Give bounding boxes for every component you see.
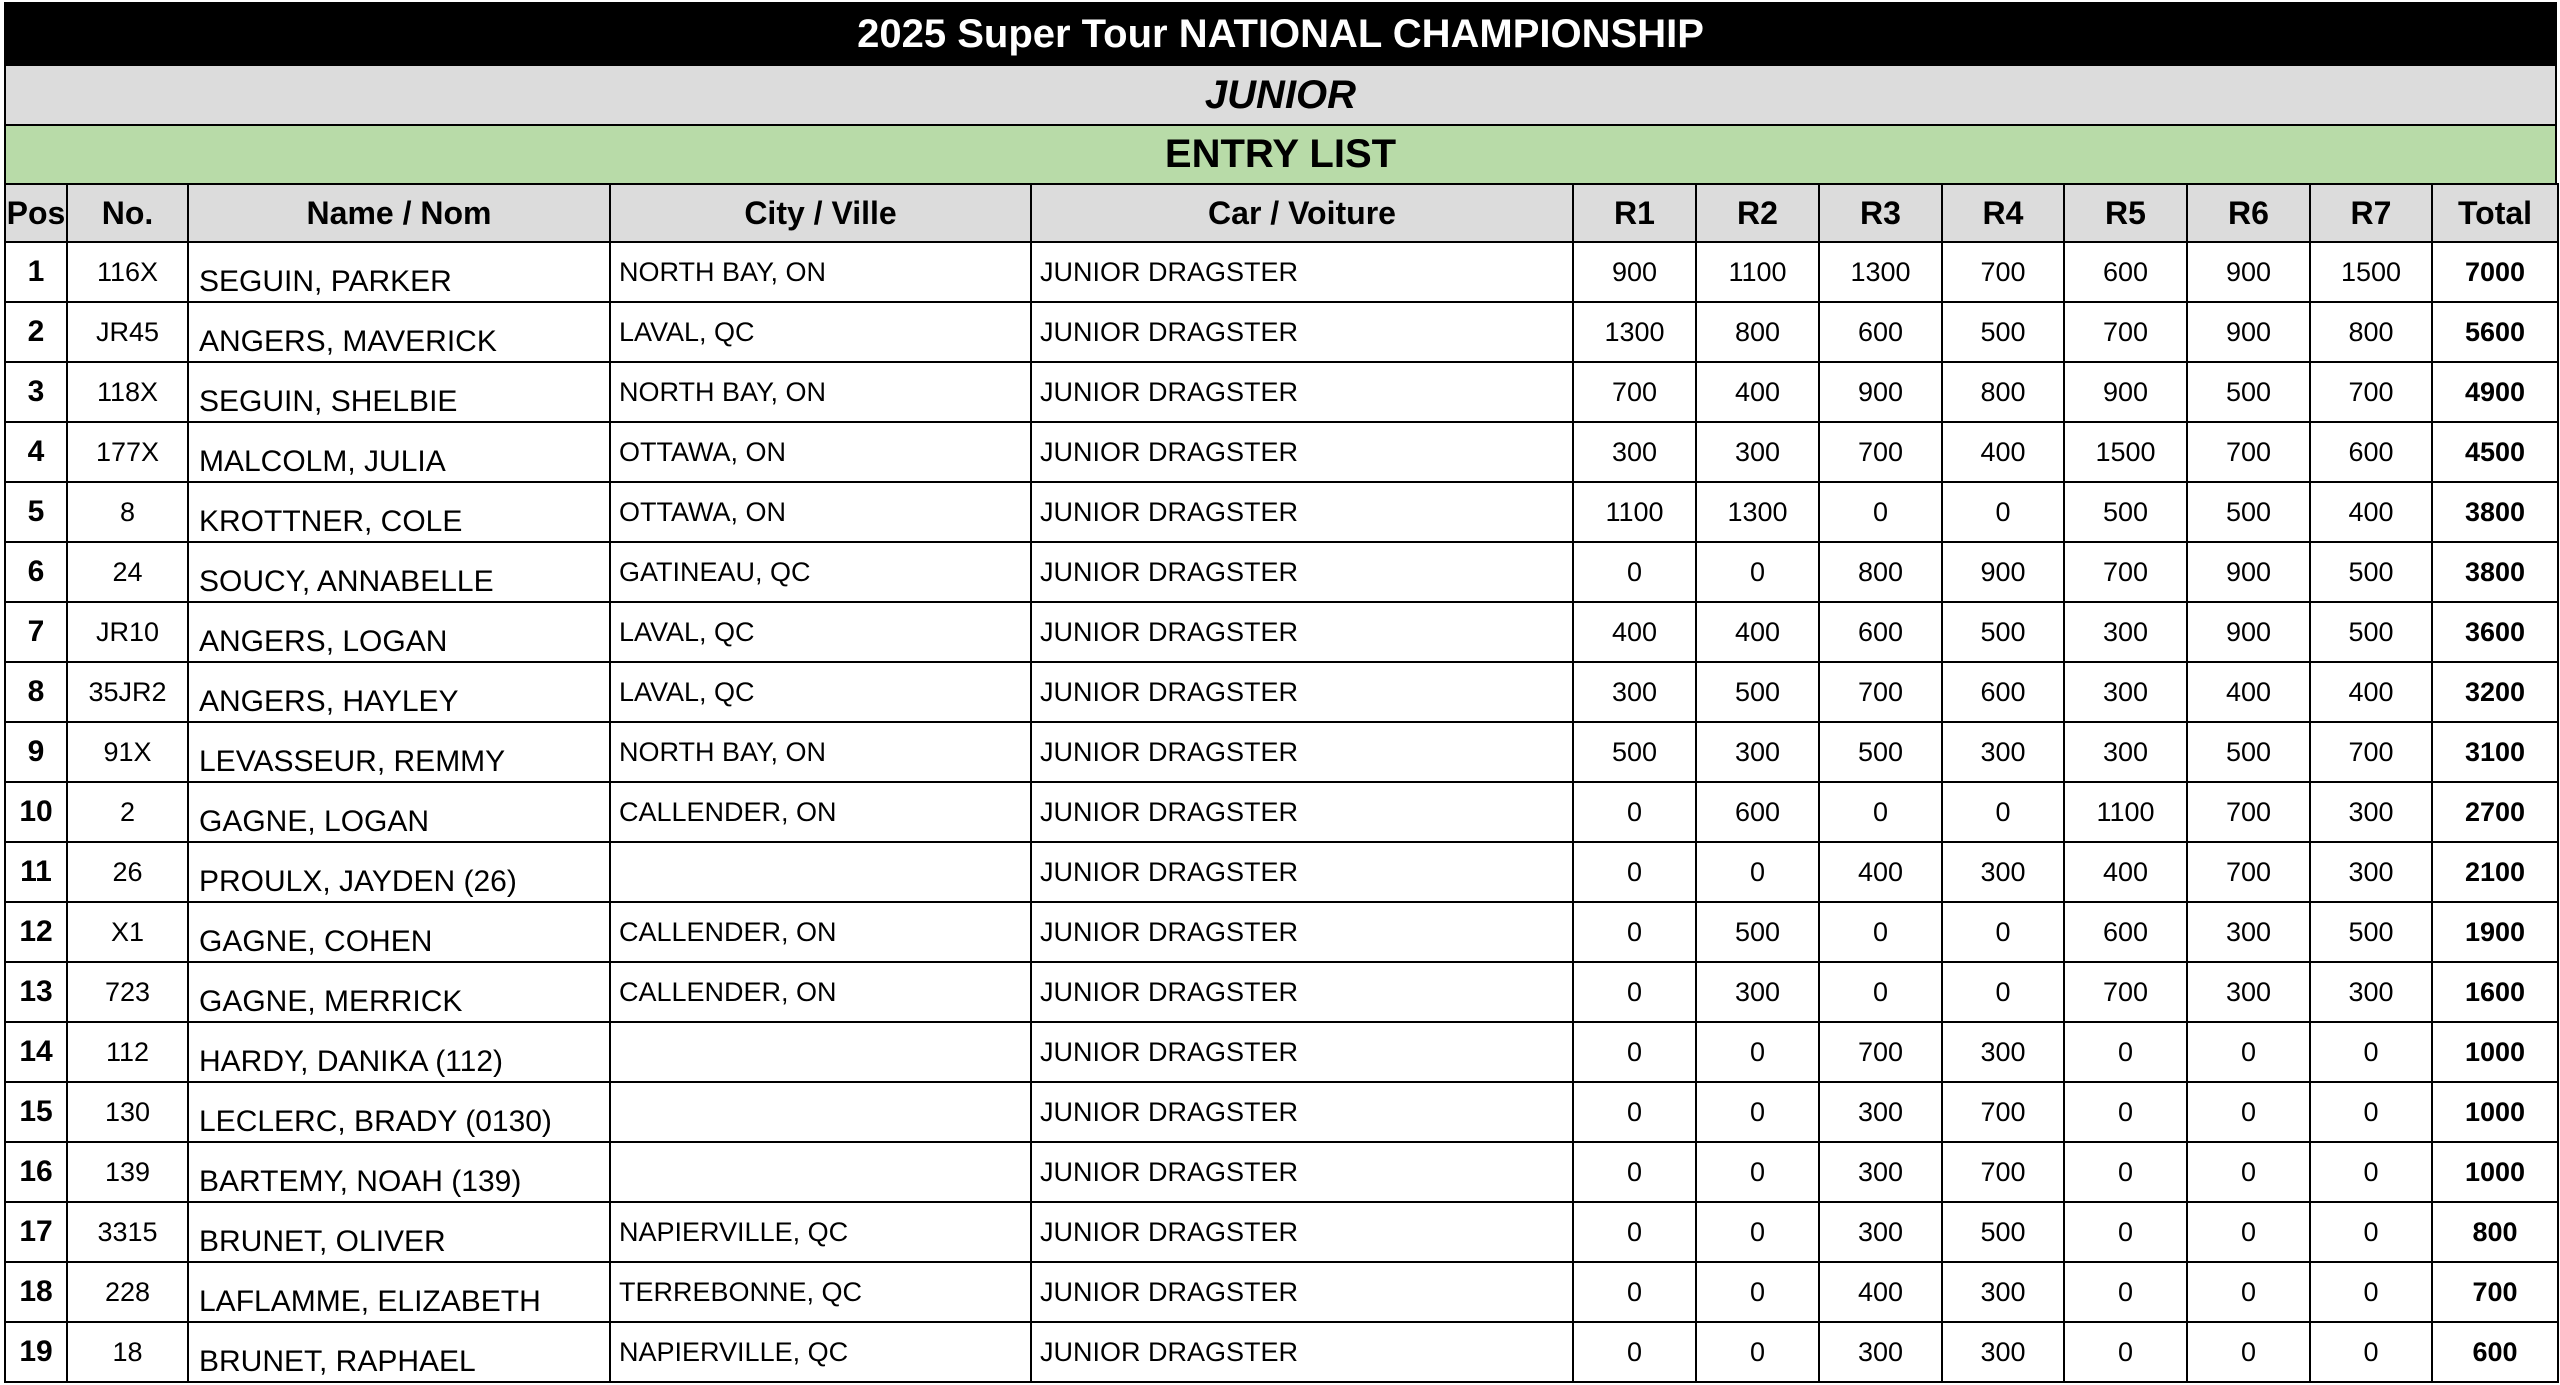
- car-cell: JUNIOR DRAGSTER: [1031, 542, 1573, 602]
- round-3-points-cell: 1300: [1819, 242, 1942, 302]
- driver-name-cell: MALCOLM, JULIA: [188, 422, 610, 482]
- round-7-points-cell: 500: [2310, 902, 2432, 962]
- round-3-points-cell: 500: [1819, 722, 1942, 782]
- city-cell: [610, 1082, 1031, 1142]
- round-6-points-cell: 900: [2187, 602, 2310, 662]
- round-2-points-cell: 0: [1696, 542, 1819, 602]
- round-6-points-cell: 500: [2187, 362, 2310, 422]
- round-5-points-cell: 900: [2064, 362, 2187, 422]
- round-4-points-cell: 0: [1942, 782, 2064, 842]
- total-points-cell: 3600: [2432, 602, 2558, 662]
- position-cell: 7: [5, 602, 67, 662]
- driver-name-cell: BRUNET, RAPHAEL: [188, 1322, 610, 1382]
- round-6-points-cell: 0: [2187, 1142, 2310, 1202]
- driver-name-cell: LECLERC, BRADY (0130): [188, 1082, 610, 1142]
- total-points-cell: 3800: [2432, 482, 2558, 542]
- position-cell: 1: [5, 242, 67, 302]
- round-1-points-cell: 0: [1573, 1202, 1696, 1262]
- round-7-points-cell: 0: [2310, 1202, 2432, 1262]
- car-cell: JUNIOR DRAGSTER: [1031, 1322, 1573, 1382]
- round-6-points-cell: 0: [2187, 1322, 2310, 1382]
- car-cell: JUNIOR DRAGSTER: [1031, 1202, 1573, 1262]
- position-cell: 12: [5, 902, 67, 962]
- total-points-cell: 1000: [2432, 1082, 2558, 1142]
- driver-name-cell: ANGERS, MAVERICK: [188, 302, 610, 362]
- round-6-points-cell: 300: [2187, 902, 2310, 962]
- col-header-total: Total: [2432, 184, 2558, 242]
- position-cell: 14: [5, 1022, 67, 1082]
- round-4-points-cell: 400: [1942, 422, 2064, 482]
- round-1-points-cell: 0: [1573, 1322, 1696, 1382]
- round-5-points-cell: 600: [2064, 242, 2187, 302]
- city-cell: NAPIERVILLE, QC: [610, 1202, 1031, 1262]
- round-5-points-cell: 0: [2064, 1082, 2187, 1142]
- round-7-points-cell: 0: [2310, 1322, 2432, 1382]
- total-points-cell: 1000: [2432, 1022, 2558, 1082]
- city-cell: [610, 1142, 1031, 1202]
- total-points-cell: 5600: [2432, 302, 2558, 362]
- table-row: [5, 1262, 2558, 1322]
- position-cell: 4: [5, 422, 67, 482]
- round-4-points-cell: 900: [1942, 542, 2064, 602]
- round-1-points-cell: 0: [1573, 542, 1696, 602]
- round-3-points-cell: 300: [1819, 1322, 1942, 1382]
- round-7-points-cell: 300: [2310, 842, 2432, 902]
- round-3-points-cell: 0: [1819, 482, 1942, 542]
- round-1-points-cell: 500: [1573, 722, 1696, 782]
- position-cell: 11: [5, 842, 67, 902]
- city-cell: NAPIERVILLE, QC: [610, 1322, 1031, 1382]
- round-3-points-cell: 0: [1819, 902, 1942, 962]
- position-cell: 2: [5, 302, 67, 362]
- table-row: [5, 542, 2558, 602]
- col-header-r2: R2: [1696, 184, 1819, 242]
- table-row: [5, 842, 2558, 902]
- driver-name-cell: KROTTNER, COLE: [188, 482, 610, 542]
- round-7-points-cell: 500: [2310, 542, 2432, 602]
- round-6-points-cell: 400: [2187, 662, 2310, 722]
- total-points-cell: 2700: [2432, 782, 2558, 842]
- driver-name-cell: SOUCY, ANNABELLE: [188, 542, 610, 602]
- car-number-cell: 116X: [67, 242, 188, 302]
- round-5-points-cell: 1500: [2064, 422, 2187, 482]
- round-6-points-cell: 900: [2187, 242, 2310, 302]
- round-1-points-cell: 0: [1573, 1142, 1696, 1202]
- round-7-points-cell: 300: [2310, 962, 2432, 1022]
- total-points-cell: 4500: [2432, 422, 2558, 482]
- table-row: [5, 1082, 2558, 1142]
- round-1-points-cell: 0: [1573, 1262, 1696, 1322]
- round-2-points-cell: 800: [1696, 302, 1819, 362]
- city-cell: CALLENDER, ON: [610, 902, 1031, 962]
- round-2-points-cell: 400: [1696, 602, 1819, 662]
- car-number-cell: 18: [67, 1322, 188, 1382]
- round-1-points-cell: 0: [1573, 962, 1696, 1022]
- round-2-points-cell: 300: [1696, 722, 1819, 782]
- round-1-points-cell: 900: [1573, 242, 1696, 302]
- car-cell: JUNIOR DRAGSTER: [1031, 242, 1573, 302]
- car-cell: JUNIOR DRAGSTER: [1031, 902, 1573, 962]
- driver-name-cell: HARDY, DANIKA (112): [188, 1022, 610, 1082]
- round-2-points-cell: 0: [1696, 842, 1819, 902]
- round-2-points-cell: 0: [1696, 1082, 1819, 1142]
- round-7-points-cell: 700: [2310, 722, 2432, 782]
- round-7-points-cell: 800: [2310, 302, 2432, 362]
- total-points-cell: 1000: [2432, 1142, 2558, 1202]
- round-6-points-cell: 500: [2187, 482, 2310, 542]
- car-cell: JUNIOR DRAGSTER: [1031, 302, 1573, 362]
- driver-name-cell: LEVASSEUR, REMMY: [188, 722, 610, 782]
- entry-list-sheet: [4, 2, 2557, 1383]
- round-6-points-cell: 0: [2187, 1082, 2310, 1142]
- round-3-points-cell: 300: [1819, 1202, 1942, 1262]
- table-row: [5, 662, 2558, 722]
- table-row: [5, 1022, 2558, 1082]
- city-cell: LAVAL, QC: [610, 602, 1031, 662]
- car-cell: JUNIOR DRAGSTER: [1031, 422, 1573, 482]
- driver-name-cell: GAGNE, LOGAN: [188, 782, 610, 842]
- championship-title: 2025 Super Tour NATIONAL CHAMPIONSHIP: [4, 2, 2557, 64]
- round-4-points-cell: 300: [1942, 842, 2064, 902]
- car-number-cell: 26: [67, 842, 188, 902]
- table-row: [5, 302, 2558, 362]
- position-cell: 9: [5, 722, 67, 782]
- driver-name-cell: LAFLAMME, ELIZABETH: [188, 1262, 610, 1322]
- table-row: [5, 602, 2558, 662]
- driver-name-cell: PROULX, JAYDEN (26): [188, 842, 610, 902]
- position-cell: 17: [5, 1202, 67, 1262]
- round-3-points-cell: 700: [1819, 1022, 1942, 1082]
- car-number-cell: 139: [67, 1142, 188, 1202]
- city-cell: GATINEAU, QC: [610, 542, 1031, 602]
- city-cell: OTTAWA, ON: [610, 482, 1031, 542]
- car-number-cell: JR10: [67, 602, 188, 662]
- round-1-points-cell: 0: [1573, 902, 1696, 962]
- position-cell: 19: [5, 1322, 67, 1382]
- round-6-points-cell: 300: [2187, 962, 2310, 1022]
- car-cell: JUNIOR DRAGSTER: [1031, 1142, 1573, 1202]
- table-row: [5, 1142, 2558, 1202]
- round-5-points-cell: 1100: [2064, 782, 2187, 842]
- round-1-points-cell: 400: [1573, 602, 1696, 662]
- round-2-points-cell: 300: [1696, 422, 1819, 482]
- car-cell: JUNIOR DRAGSTER: [1031, 962, 1573, 1022]
- round-7-points-cell: 700: [2310, 362, 2432, 422]
- round-7-points-cell: 500: [2310, 602, 2432, 662]
- round-4-points-cell: 700: [1942, 1082, 2064, 1142]
- round-7-points-cell: 0: [2310, 1082, 2432, 1142]
- round-3-points-cell: 900: [1819, 362, 1942, 422]
- header-row: [5, 184, 2558, 242]
- car-number-cell: 130: [67, 1082, 188, 1142]
- car-cell: JUNIOR DRAGSTER: [1031, 602, 1573, 662]
- col-header-name: Name / Nom: [188, 184, 610, 242]
- position-cell: 16: [5, 1142, 67, 1202]
- round-4-points-cell: 500: [1942, 1202, 2064, 1262]
- car-number-cell: 3315: [67, 1202, 188, 1262]
- total-points-cell: 600: [2432, 1322, 2558, 1382]
- round-3-points-cell: 0: [1819, 782, 1942, 842]
- round-3-points-cell: 400: [1819, 842, 1942, 902]
- position-cell: 15: [5, 1082, 67, 1142]
- car-cell: JUNIOR DRAGSTER: [1031, 782, 1573, 842]
- driver-name-cell: ANGERS, HAYLEY: [188, 662, 610, 722]
- round-2-points-cell: 0: [1696, 1022, 1819, 1082]
- round-3-points-cell: 800: [1819, 542, 1942, 602]
- table-row: [5, 1322, 2558, 1382]
- round-4-points-cell: 500: [1942, 602, 2064, 662]
- round-5-points-cell: 500: [2064, 482, 2187, 542]
- round-1-points-cell: 700: [1573, 362, 1696, 422]
- col-header-r5: R5: [2064, 184, 2187, 242]
- round-7-points-cell: 0: [2310, 1262, 2432, 1322]
- round-5-points-cell: 0: [2064, 1022, 2187, 1082]
- table-row: [5, 722, 2558, 782]
- round-3-points-cell: 700: [1819, 422, 1942, 482]
- round-2-points-cell: 0: [1696, 1262, 1819, 1322]
- car-cell: JUNIOR DRAGSTER: [1031, 842, 1573, 902]
- round-5-points-cell: 0: [2064, 1322, 2187, 1382]
- round-6-points-cell: 900: [2187, 542, 2310, 602]
- car-cell: JUNIOR DRAGSTER: [1031, 362, 1573, 422]
- round-7-points-cell: 300: [2310, 782, 2432, 842]
- entry-rows: [5, 242, 2558, 1382]
- round-7-points-cell: 400: [2310, 662, 2432, 722]
- total-points-cell: 7000: [2432, 242, 2558, 302]
- round-4-points-cell: 700: [1942, 1142, 2064, 1202]
- round-2-points-cell: 0: [1696, 1202, 1819, 1262]
- round-7-points-cell: 400: [2310, 482, 2432, 542]
- driver-name-cell: SEGUIN, PARKER: [188, 242, 610, 302]
- city-cell: LAVAL, QC: [610, 302, 1031, 362]
- round-4-points-cell: 300: [1942, 1022, 2064, 1082]
- round-3-points-cell: 0: [1819, 962, 1942, 1022]
- col-header-r6: R6: [2187, 184, 2310, 242]
- round-2-points-cell: 400: [1696, 362, 1819, 422]
- car-cell: JUNIOR DRAGSTER: [1031, 722, 1573, 782]
- col-header-no: No.: [67, 184, 188, 242]
- col-header-r3: R3: [1819, 184, 1942, 242]
- driver-name-cell: ANGERS, LOGAN: [188, 602, 610, 662]
- table-row: [5, 902, 2558, 962]
- car-number-cell: JR45: [67, 302, 188, 362]
- position-cell: 13: [5, 962, 67, 1022]
- car-number-cell: 2: [67, 782, 188, 842]
- round-4-points-cell: 800: [1942, 362, 2064, 422]
- round-1-points-cell: 300: [1573, 422, 1696, 482]
- round-3-points-cell: 600: [1819, 602, 1942, 662]
- list-title: ENTRY LIST: [4, 124, 2557, 183]
- position-cell: 5: [5, 482, 67, 542]
- city-cell: CALLENDER, ON: [610, 782, 1031, 842]
- round-1-points-cell: 1300: [1573, 302, 1696, 362]
- round-5-points-cell: 300: [2064, 602, 2187, 662]
- position-cell: 18: [5, 1262, 67, 1322]
- round-1-points-cell: 0: [1573, 1082, 1696, 1142]
- round-4-points-cell: 0: [1942, 482, 2064, 542]
- round-5-points-cell: 700: [2064, 962, 2187, 1022]
- total-points-cell: 700: [2432, 1262, 2558, 1322]
- round-3-points-cell: 400: [1819, 1262, 1942, 1322]
- total-points-cell: 3200: [2432, 662, 2558, 722]
- total-points-cell: 3100: [2432, 722, 2558, 782]
- col-header-r4: R4: [1942, 184, 2064, 242]
- table-row: [5, 782, 2558, 842]
- round-6-points-cell: 700: [2187, 782, 2310, 842]
- city-cell: CALLENDER, ON: [610, 962, 1031, 1022]
- car-number-cell: 177X: [67, 422, 188, 482]
- total-points-cell: 800: [2432, 1202, 2558, 1262]
- city-cell: [610, 1022, 1031, 1082]
- round-1-points-cell: 0: [1573, 782, 1696, 842]
- round-4-points-cell: 700: [1942, 242, 2064, 302]
- position-cell: 10: [5, 782, 67, 842]
- round-6-points-cell: 0: [2187, 1022, 2310, 1082]
- class-name: JUNIOR: [4, 64, 2557, 124]
- car-number-cell: 91X: [67, 722, 188, 782]
- round-6-points-cell: 0: [2187, 1262, 2310, 1322]
- total-points-cell: 3800: [2432, 542, 2558, 602]
- round-6-points-cell: 700: [2187, 842, 2310, 902]
- round-4-points-cell: 300: [1942, 1322, 2064, 1382]
- round-1-points-cell: 300: [1573, 662, 1696, 722]
- col-header-pos: Pos: [5, 184, 67, 242]
- round-6-points-cell: 700: [2187, 422, 2310, 482]
- round-2-points-cell: 600: [1696, 782, 1819, 842]
- round-3-points-cell: 300: [1819, 1082, 1942, 1142]
- car-number-cell: 24: [67, 542, 188, 602]
- car-number-cell: X1: [67, 902, 188, 962]
- car-cell: JUNIOR DRAGSTER: [1031, 1262, 1573, 1322]
- round-2-points-cell: 0: [1696, 1322, 1819, 1382]
- city-cell: NORTH BAY, ON: [610, 242, 1031, 302]
- city-cell: OTTAWA, ON: [610, 422, 1031, 482]
- car-number-cell: 118X: [67, 362, 188, 422]
- table-row: [5, 482, 2558, 542]
- car-cell: JUNIOR DRAGSTER: [1031, 482, 1573, 542]
- round-4-points-cell: 300: [1942, 722, 2064, 782]
- car-number-cell: 35JR2: [67, 662, 188, 722]
- car-cell: JUNIOR DRAGSTER: [1031, 1082, 1573, 1142]
- round-5-points-cell: 600: [2064, 902, 2187, 962]
- round-3-points-cell: 600: [1819, 302, 1942, 362]
- table-row: [5, 1202, 2558, 1262]
- driver-name-cell: BARTEMY, NOAH (139): [188, 1142, 610, 1202]
- total-points-cell: 1600: [2432, 962, 2558, 1022]
- col-header-r7: R7: [2310, 184, 2432, 242]
- round-6-points-cell: 900: [2187, 302, 2310, 362]
- car-number-cell: 228: [67, 1262, 188, 1322]
- round-5-points-cell: 0: [2064, 1142, 2187, 1202]
- city-cell: [610, 842, 1031, 902]
- driver-name-cell: BRUNET, OLIVER: [188, 1202, 610, 1262]
- round-5-points-cell: 300: [2064, 722, 2187, 782]
- round-6-points-cell: 500: [2187, 722, 2310, 782]
- city-cell: LAVAL, QC: [610, 662, 1031, 722]
- position-cell: 3: [5, 362, 67, 422]
- driver-name-cell: GAGNE, COHEN: [188, 902, 610, 962]
- round-3-points-cell: 300: [1819, 1142, 1942, 1202]
- round-4-points-cell: 0: [1942, 962, 2064, 1022]
- round-3-points-cell: 700: [1819, 662, 1942, 722]
- car-number-cell: 723: [67, 962, 188, 1022]
- col-header-car: Car / Voiture: [1031, 184, 1573, 242]
- position-cell: 8: [5, 662, 67, 722]
- table-row: [5, 242, 2558, 302]
- round-2-points-cell: 1300: [1696, 482, 1819, 542]
- round-2-points-cell: 500: [1696, 662, 1819, 722]
- round-6-points-cell: 0: [2187, 1202, 2310, 1262]
- car-cell: JUNIOR DRAGSTER: [1031, 662, 1573, 722]
- total-points-cell: 4900: [2432, 362, 2558, 422]
- car-number-cell: 8: [67, 482, 188, 542]
- round-2-points-cell: 500: [1696, 902, 1819, 962]
- round-4-points-cell: 0: [1942, 902, 2064, 962]
- round-1-points-cell: 0: [1573, 842, 1696, 902]
- round-7-points-cell: 0: [2310, 1142, 2432, 1202]
- total-points-cell: 1900: [2432, 902, 2558, 962]
- driver-name-cell: SEGUIN, SHELBIE: [188, 362, 610, 422]
- col-header-city: City / Ville: [610, 184, 1031, 242]
- table-row: [5, 362, 2558, 422]
- round-5-points-cell: 300: [2064, 662, 2187, 722]
- round-2-points-cell: 0: [1696, 1142, 1819, 1202]
- city-cell: NORTH BAY, ON: [610, 722, 1031, 782]
- round-4-points-cell: 600: [1942, 662, 2064, 722]
- round-5-points-cell: 0: [2064, 1202, 2187, 1262]
- round-4-points-cell: 500: [1942, 302, 2064, 362]
- round-1-points-cell: 0: [1573, 1022, 1696, 1082]
- round-5-points-cell: 0: [2064, 1262, 2187, 1322]
- car-cell: JUNIOR DRAGSTER: [1031, 1022, 1573, 1082]
- position-cell: 6: [5, 542, 67, 602]
- round-5-points-cell: 700: [2064, 542, 2187, 602]
- table-row: [5, 962, 2558, 1022]
- round-7-points-cell: 0: [2310, 1022, 2432, 1082]
- driver-name-cell: GAGNE, MERRICK: [188, 962, 610, 1022]
- city-cell: TERREBONNE, QC: [610, 1262, 1031, 1322]
- entry-table: [4, 183, 2559, 1383]
- table-row: [5, 422, 2558, 482]
- total-points-cell: 2100: [2432, 842, 2558, 902]
- city-cell: NORTH BAY, ON: [610, 362, 1031, 422]
- round-2-points-cell: 1100: [1696, 242, 1819, 302]
- round-4-points-cell: 300: [1942, 1262, 2064, 1322]
- round-2-points-cell: 300: [1696, 962, 1819, 1022]
- round-7-points-cell: 1500: [2310, 242, 2432, 302]
- col-header-r1: R1: [1573, 184, 1696, 242]
- round-5-points-cell: 400: [2064, 842, 2187, 902]
- car-number-cell: 112: [67, 1022, 188, 1082]
- round-7-points-cell: 600: [2310, 422, 2432, 482]
- round-1-points-cell: 1100: [1573, 482, 1696, 542]
- round-5-points-cell: 700: [2064, 302, 2187, 362]
